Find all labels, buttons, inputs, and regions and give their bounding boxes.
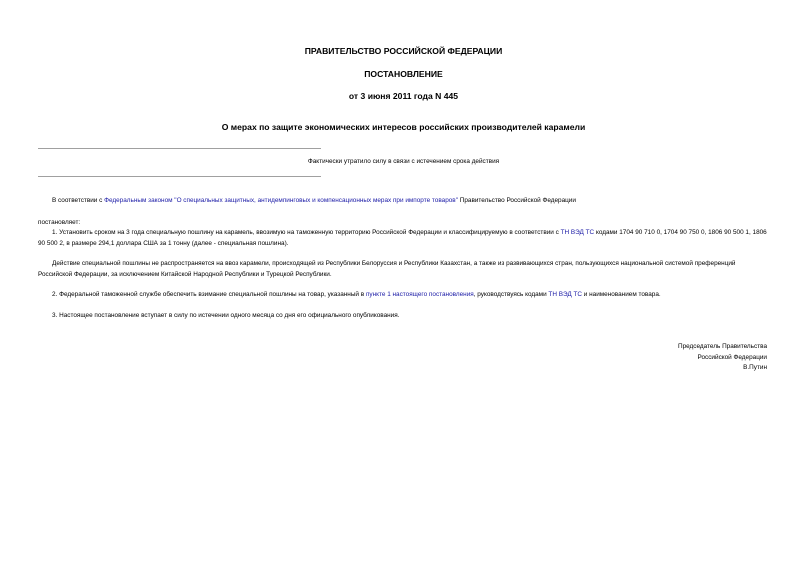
preamble-text-end: Правительство Российской Федерации [457,197,576,204]
decrees-text: постановляет: [38,219,81,226]
status-note: Фактически утратило силу в связи с истечением срока действия [307,158,500,165]
federal-law-link[interactable]: Федеральным законом "О специальных защитных, антидемпинговых и компенсационных мерах при импорте товаров" [104,197,458,204]
document-title: О мерах по защите экономических интересов российских производителей карамели [221,122,586,132]
item-1-text-start: 1. Установить сроком на 3 года специальную пошлину на карамель, ввозимую на таможенную территорию Российской Федерации и классифицируемую в соответствии с [52,229,561,236]
item-2-text-start: 2. Федеральной таможенной службе обеспечить взимание специальной пошлины на товар, указанный в [52,291,366,298]
divider-bottom [38,176,321,177]
signature-country: Российской Федерации [697,353,767,361]
preamble-paragraph [38,196,768,207]
government-heading: ПРАВИТЕЛЬСТВО РОССИЙСКОЙ ФЕДЕРАЦИИ [304,46,503,56]
tn-ved-ts-link-2[interactable]: ТН ВЭД ТС [548,291,582,298]
signature-block [567,342,767,374]
signature-name: В.Путин [743,364,767,372]
document-type: ПОСТАНОВЛЕНИЕ [364,69,443,79]
preamble-text-start: В соответствии с [52,197,105,204]
clause-1-link[interactable]: пункте 1 настоящего постановления [365,291,474,298]
item-1-paragraph [38,228,768,249]
item-2-text-middle: , руководствуясь кодами [473,291,549,298]
item-2-paragraph [38,290,768,301]
item-2-text-end: и наименованием товара. [581,291,661,298]
item-3-paragraph: 3. Настоящее постановление вступает в силу по истечении одного месяца со дня его официального опубликования. [52,312,400,319]
exemption-paragraph: Действие специальной пошлины не распространяется на ввоз карамели, происходящей из Республики Белоруссия и Республики Казахстан, а также из развивающихся стран, пользующихся национальной системой преференций Российской Федерации, за исключением Китайской Народной Республики и Турецкой Республики. [38,260,736,278]
document-date-number: от 3 июня 2011 года N 445 [348,91,459,101]
item-1-text-end: кодами 1704 90 710 0, 1704 90 750 0, 1806 90 500 1, 1806 90 500 2, в размере 294,1 доллара США за 1 тонну (далее - специальная пошлина). [38,229,767,247]
tn-ved-ts-link-1[interactable]: ТН ВЭД ТС [560,229,595,236]
divider-top [38,148,321,149]
signature-position: Председатель Правительства [678,343,767,350]
